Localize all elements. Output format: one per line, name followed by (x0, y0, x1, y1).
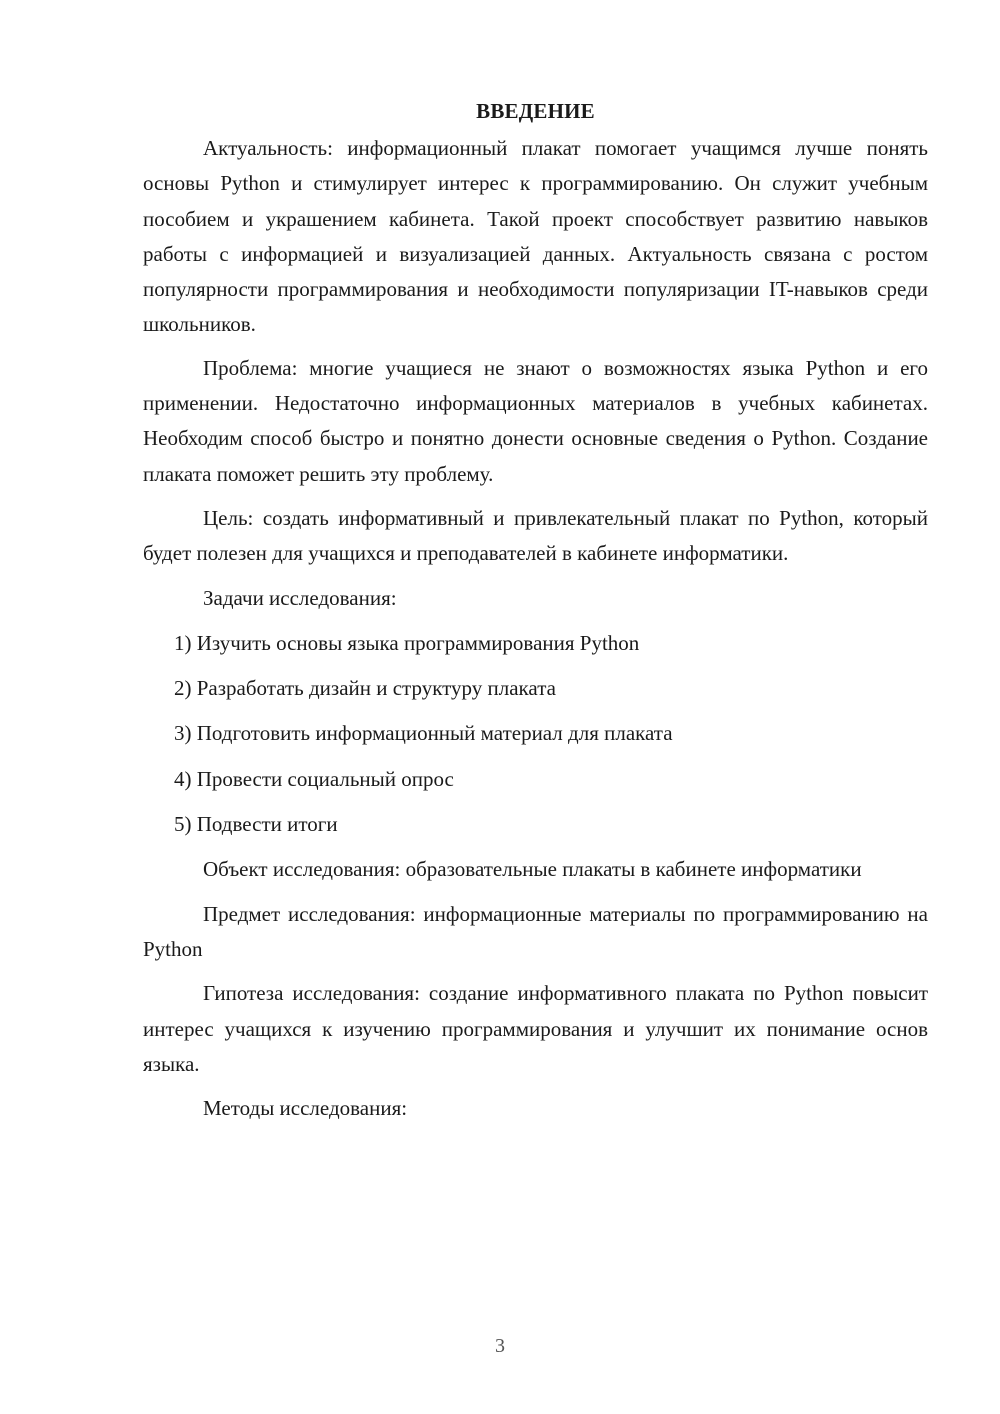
task-item: 3) Подготовить информационный материал для плаката (174, 721, 673, 746)
task-item: 4) Провести социальный опрос (174, 766, 454, 791)
methods-title: Методы исследования: (203, 1096, 408, 1121)
paragraph-relevance: Актуальность: информационный плакат помогает учащимся лучше понять основы Python и стимулирует интерес к программированию. Он служит учебным пособием и украшением кабинета. Такой проект способствует развитию навыков работы с информацией и визуализацией данных. Актуальность связана с ростом популярности программирования и необходимости популяризации IT-навыков среди школьников. (143, 136, 928, 337)
paragraph-goal: Цель: создать информативный и привлекательный плакат по Python, который будет полезен для учащихся и преподавателей в кабинете информатики. (143, 505, 928, 566)
task-item: 2) Разработать дизайн и структуру плаката (174, 676, 556, 701)
tasks-list (143, 626, 928, 842)
task-item: 1) Изучить основы языка программирования Python (174, 630, 640, 655)
paragraph-object: Объект исследования: образовательные плакаты в кабинете информатики (203, 857, 862, 882)
document-page (143, 95, 928, 1126)
page-number: 3 (495, 1335, 505, 1357)
paragraph-subject: Предмет исследования: информационные материалы по программированию на Python (143, 901, 928, 961)
task-item: 5) Подвести итоги (174, 812, 338, 837)
paragraph-problem: Проблема: многие учащиеся не знают о возможностях языка Python и его применении. Недостаточно информационных материалов в учебных кабинетах. Необходим способ быстро и понятно донести основные сведения о Python. Создание плаката поможет решить эту проблему. (143, 355, 928, 486)
section-heading: ВВЕДЕНИЕ (476, 99, 595, 123)
paragraph-hypothesis: Гипотеза исследования: создание информативного плаката по Python повысит интерес учащихся к изучению программирования и улучшит их понимание основ языка. (143, 981, 928, 1076)
tasks-title: Задачи исследования: (203, 585, 397, 610)
